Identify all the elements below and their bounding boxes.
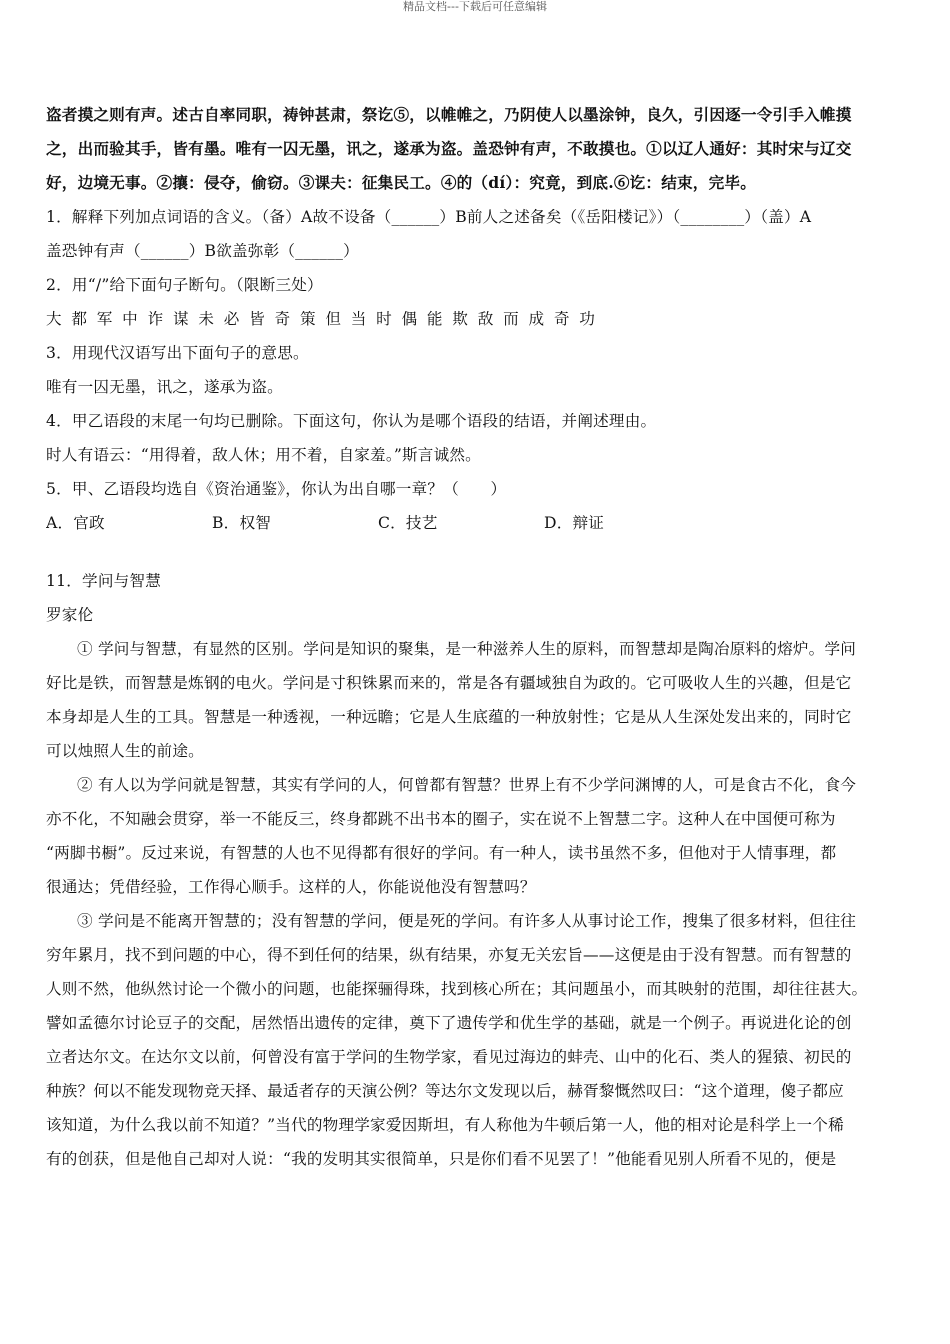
article-line: 有的创获，但是他自己却对人说：“我的发明其实很简单，只是你们看不见罢了！”他能看见别人所看不见的，便是 (46, 1150, 837, 1168)
article-line: 很通达；凭借经验，工作得心顺手。这样的人，你能说他没有智慧吗？ (46, 878, 536, 896)
article-line: ③ 学问是不能离开智慧的；没有智慧的学问，便是死的学问。有许多人从事讨论工作，搜集了很多材料，但往往 (77, 912, 857, 930)
question-5: 5．甲、乙语段均选自《资治通鉴》，你认为出自哪一章？（ ） (46, 480, 507, 498)
article-author: 罗家伦 (46, 606, 94, 624)
article-line: ① 学问与智慧，有显然的区别。学问是知识的聚集，是一种滋养人生的原料，而智慧却是陶冶原料的熔炉。学问 (77, 640, 857, 658)
article-line: 立者达尔文。在达尔文以前，何曾没有富于学问的生物学家，看见过海边的蚌壳、山中的化石、类人的猩猿、初民的 (46, 1048, 852, 1066)
article-line: 穷年累月，找不到问题的中心，得不到任何的结果，纵有结果，亦复无关宏旨——这便是由于没有智慧。而有智慧的 (46, 946, 852, 964)
article-line: 亦不化，不知融会贯穿，举一不能反三，终身都跳不出书本的圈子，实在说不上智慧二字。这种人在中国便可称为 (46, 810, 836, 828)
article-line: 好比是铁，而智慧是炼钢的电火。学问是寸积铢累而来的，常是各有疆域独自为政的。它可吸收人生的兴趣，但是它 (46, 674, 852, 692)
article-line: 种族？何以不能发现物竞天择、最适者存的天演公例？等达尔文发现以后，赫胥黎慨然叹曰：“这个道理，傻子都应 (46, 1082, 844, 1100)
question-4: 4．甲乙语段的末尾一句均已删除。下面这句，你认为是哪个语段的结语，并阐述理由。 (46, 412, 657, 430)
question-1-line-2: 盖恐钟有声（______）B欲盖弥彰（______） (46, 242, 359, 260)
question-1-line-1: 1．解释下列加点词语的含义。（备）A故不设备（______）B前人之述备矣（《岳阳楼记》）（________）（盖）A (46, 208, 812, 226)
article-line: 譬如孟德尔讨论豆子的交配，居然悟出遗传的定律，奠下了遗传学和优生学的基础，就是一个例子。再说进化论的创 (46, 1014, 852, 1032)
article-line: 可以烛照人生的前途。 (46, 742, 204, 760)
article-line: “两脚书橱”。反过来说，有智慧的人也不见得都有很好的学问。有一种人，读书虽然不多，但他对于人情事理，都 (46, 844, 837, 862)
question-4-sentence: 时人有语云：“用得着，敌人休；用不着，自家羞。”斯言诚然。 (46, 446, 481, 464)
questions-block (46, 200, 906, 540)
article-line: 本身却是人生的工具。智慧是一种透视，一种远瞻；它是人生底蕴的一种放射性；它是从人生深处发出来的，同时它 (46, 708, 852, 726)
passage-line: 之，出而验其手，皆有墨。唯有一囚无墨，讯之，遂承为盗。盖恐钟有声，不敢摸也。①以辽人通好：其时宋与辽交 (46, 139, 852, 158)
article-line: ② 有人以为学问就是智慧，其实有学问的人，何曾都有智慧？世界上有不少学问渊博的人，可是食古不化，食今 (77, 776, 857, 794)
question-3: 3．用现代汉语写出下面句子的意思。 (46, 344, 309, 362)
article-line: 该知道，为什么我以前不知道？”当代的物理学家爱因斯坦，有人称他为牛顿后第一人，他的相对论是科学上一个稀 (46, 1116, 844, 1134)
option-b: B．权智 (212, 514, 272, 532)
question-3-sentence: 唯有一囚无墨，讯之，遂承为盗。 (46, 378, 283, 396)
document-page (46, 98, 906, 1176)
option-d: D．辩证 (544, 514, 605, 532)
section-gap (46, 540, 906, 564)
question-5-options (46, 506, 906, 540)
passage-line: 盗者摸之则有声。述古自率同职，祷钟甚肃，祭讫⑤，以帷帷之，乃阴使人以墨涂钟，良久，引因逐一令引手入帷摸 (46, 105, 852, 124)
passage-block (46, 98, 906, 200)
article-title: 11．学问与智慧 (46, 572, 162, 590)
option-c: C．技艺 (378, 514, 438, 532)
question-2: 2．用“/”给下面句子断句。（限断三处） (46, 276, 323, 294)
question-2-sentence: 大都军中诈谋未必皆奇策但当时偶能欺敌而成奇功 (46, 310, 605, 328)
article-block (46, 564, 906, 1176)
header-watermark: 精品文档---下载后可任意编辑 (403, 0, 547, 13)
option-a: A．官政 (46, 514, 105, 532)
passage-line: 好，边境无事。②攘：侵夺，偷窃。③课夫：征集民工。④的（dí）：究竟，到底.⑥讫：结束，完毕。 (46, 173, 756, 192)
article-line: 人则不然，他纵然讨论一个微小的问题，也能探骊得珠，找到核心所在；其问题虽小，而其映射的范围，却往往甚大。 (46, 980, 868, 998)
